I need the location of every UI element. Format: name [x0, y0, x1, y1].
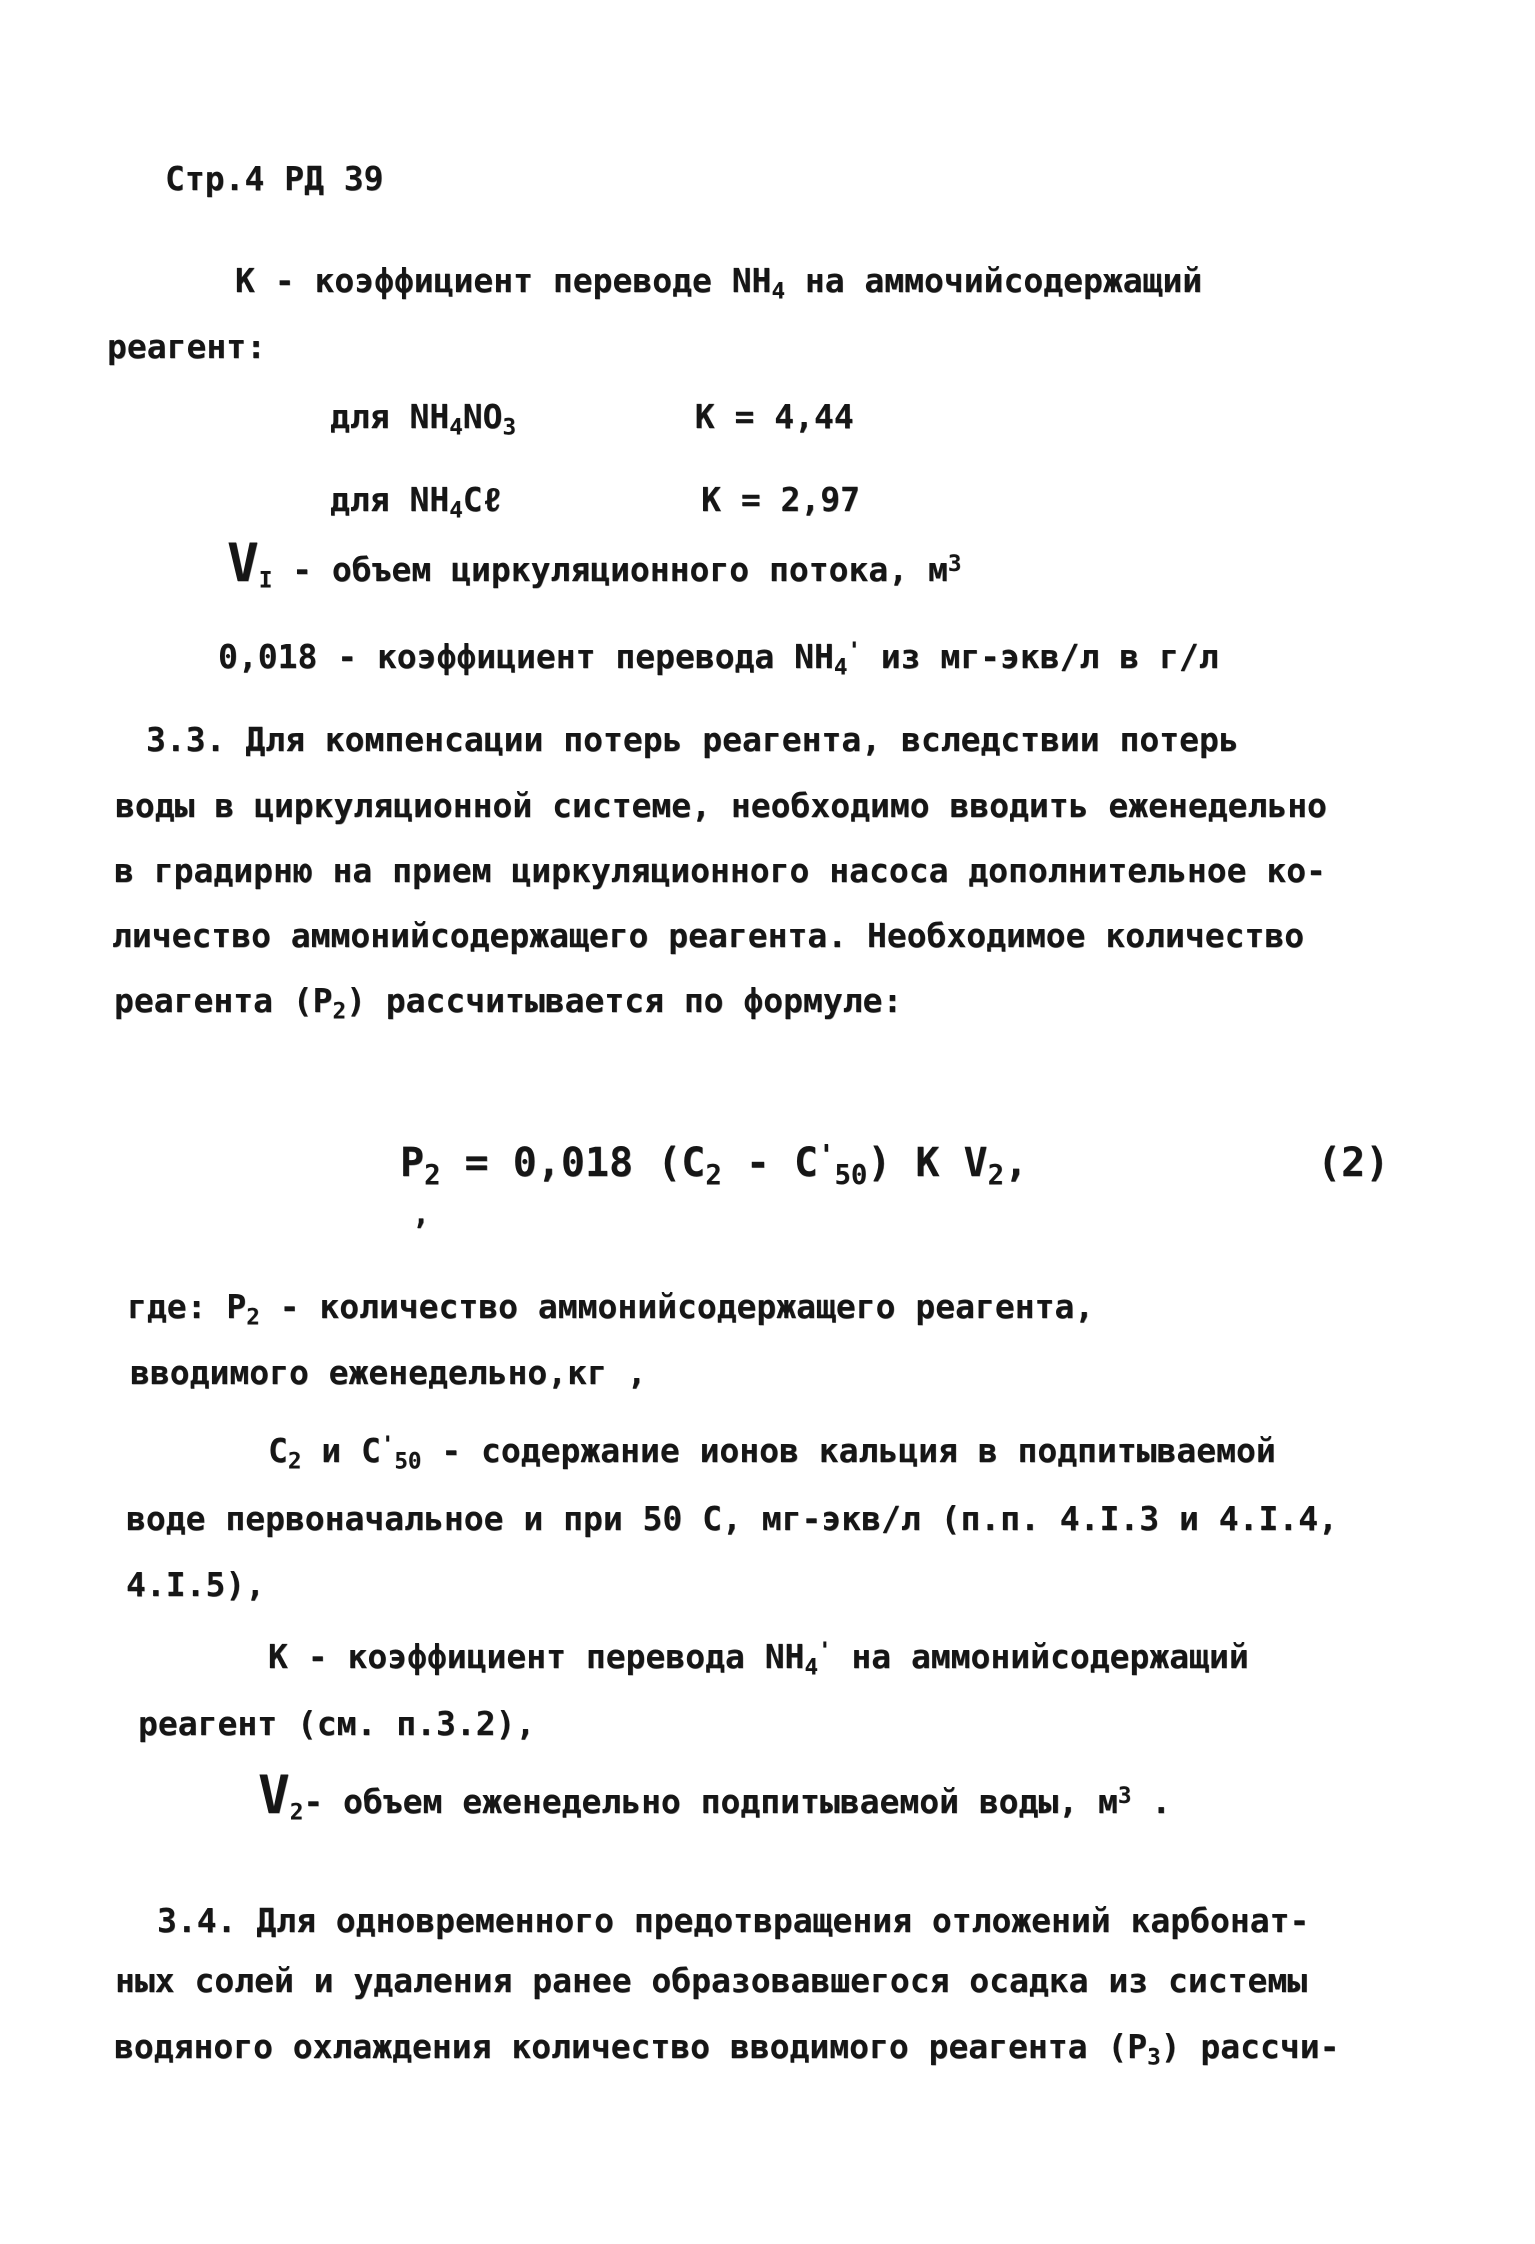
- subscript: 4: [804, 1654, 818, 1681]
- text-segment: на аммочийсодержащий: [784, 261, 1203, 300]
- subscript: 2: [246, 1304, 260, 1331]
- text-segment: водяного охлаждения количество вводимого реагента (Р: [114, 2027, 1148, 2066]
- superscript: ': [818, 1140, 835, 1171]
- text-segment: ,: [412, 1197, 431, 1232]
- text-segment: для NH: [330, 397, 450, 436]
- subscript: 2: [287, 1448, 302, 1475]
- definition-k2-line-2: [138, 1705, 535, 1743]
- text-segment: ) рассчи-: [1160, 2027, 1340, 2066]
- text-segment: 0,018 - коэффициент перевода NH: [218, 637, 834, 676]
- subscript: 3: [1147, 2044, 1161, 2071]
- para-3-3-line-2: [115, 787, 1327, 825]
- text-segment: где: Р: [127, 1287, 247, 1326]
- text-segment: на аммонийсодержащий: [831, 1637, 1249, 1676]
- subscript: 50: [834, 1159, 868, 1191]
- definition-k2-line-1: [268, 1638, 1249, 1681]
- para-3-4-line-3: [114, 2028, 1339, 2071]
- text-segment: V: [258, 1765, 290, 1826]
- where-p2-line-2: [130, 1354, 647, 1392]
- para-3-4-line-1: [157, 1902, 1309, 1940]
- text-segment: личество аммонийсодержащего реагента. Необходимое количество: [112, 916, 1305, 955]
- text-segment: в градирню на прием циркуляционного насоса дополнительное ко-: [114, 851, 1326, 890]
- text-segment: воде первоначальное и при 50 С, мг-экв/л (п.п. 4.I.3 и 4.I.4,: [126, 1499, 1338, 1538]
- where-p2-line-1: [127, 1288, 1094, 1331]
- text-segment: 3.4. Для одновременного предотвращения отложений карбонат-: [157, 1901, 1310, 1940]
- text-segment: - объем циркуляционного потока, м: [272, 550, 948, 589]
- text-segment: V: [227, 533, 259, 594]
- superscript: 3: [1117, 1782, 1132, 1809]
- text-segment: - объем еженедельно подпитываемой воды, м: [303, 1782, 1118, 1821]
- superscript: 3: [947, 550, 962, 577]
- subscript: 2: [987, 1159, 1004, 1191]
- text-segment: и С: [301, 1431, 381, 1470]
- text-segment: воды в циркуляционной системе, необходимо вводить еженедельно: [115, 786, 1327, 825]
- text-segment: 4.I.5),: [126, 1565, 266, 1604]
- text-segment: К - коэффициент переводе NH: [235, 261, 772, 300]
- text-segment: Cℓ: [462, 480, 503, 519]
- text-segment: реагента (Р: [114, 981, 333, 1020]
- text-segment: ) рассчитывается по формуле:: [346, 981, 903, 1020]
- text-segment: - содержание ионов кальция в подпитываемой: [421, 1431, 1276, 1470]
- para-3-3-line-4: [112, 917, 1304, 955]
- subscript: 50: [394, 1448, 422, 1475]
- text-segment: С: [268, 1431, 288, 1470]
- definition-c2-c50-line-3: [126, 1566, 265, 1604]
- text-segment: ных солей и удаления ранее образовавшегося осадка из системы: [115, 1961, 1308, 2000]
- text-segment: ) К V: [867, 1140, 988, 1187]
- definition-k-line-2: [107, 328, 266, 366]
- subscript: 4: [771, 278, 785, 305]
- text-segment: вводимого еженедельно,кг ,: [130, 1353, 647, 1392]
- definition-c2-c50-line-2: [126, 1500, 1338, 1538]
- text-segment: = 0,018 (С: [440, 1140, 706, 1187]
- subscript: 2: [705, 1159, 722, 1191]
- text-segment: (2): [1028, 1140, 1390, 1187]
- subscript: 4: [833, 654, 848, 681]
- formula-2: [400, 1140, 1389, 1191]
- text-segment: 3.3. Для компенсации потерь реагента, вследствии потерь: [146, 720, 1239, 759]
- superscript: ': [847, 637, 861, 664]
- text-segment: реагент:: [107, 327, 266, 366]
- text-segment: К - коэффициент перевода NH: [268, 1637, 805, 1676]
- para-3-3-line-5: [114, 982, 902, 1025]
- ink-artifact: [412, 1198, 430, 1233]
- text-segment: К = 2,97: [502, 480, 861, 519]
- definition-k-line-1: [235, 262, 1202, 305]
- text-segment: К = 4,44: [516, 397, 854, 436]
- subscript: 3: [502, 414, 516, 441]
- text-segment: .: [1131, 1782, 1172, 1821]
- definition-v2: [258, 1765, 1172, 1826]
- case-nh4cl: [330, 481, 860, 524]
- case-nh4no3: [330, 398, 854, 441]
- definition-c2-c50-line-1: [268, 1432, 1276, 1475]
- text-segment: - С: [721, 1140, 819, 1187]
- definition-0018: [218, 638, 1219, 681]
- text-segment: из мг-экв/л в г/л: [860, 637, 1219, 676]
- page-header: Стр.4 РД 39: [165, 159, 384, 198]
- superscript: ': [817, 1637, 832, 1664]
- superscript: ': [380, 1431, 395, 1458]
- text-segment: NO: [462, 397, 503, 436]
- text-segment: - количество аммонийсодержащего реагента,: [259, 1287, 1095, 1326]
- text-segment: Р: [400, 1140, 425, 1187]
- subscript: I: [258, 567, 273, 594]
- definition-v1: [227, 533, 962, 594]
- subscript: 2: [424, 1159, 441, 1191]
- para-3-3-line-1: [146, 721, 1239, 759]
- para-3-3-line-3: [114, 852, 1326, 890]
- para-3-4-line-2: [115, 1962, 1307, 2000]
- text-segment: реагент (см. п.3.2),: [138, 1704, 536, 1743]
- text-segment: ,: [1004, 1140, 1029, 1187]
- subscript: 2: [289, 1799, 304, 1826]
- subscript: 4: [449, 497, 463, 524]
- subscript: 2: [332, 998, 347, 1025]
- text-segment: для NH: [330, 480, 450, 519]
- subscript: 4: [449, 414, 463, 441]
